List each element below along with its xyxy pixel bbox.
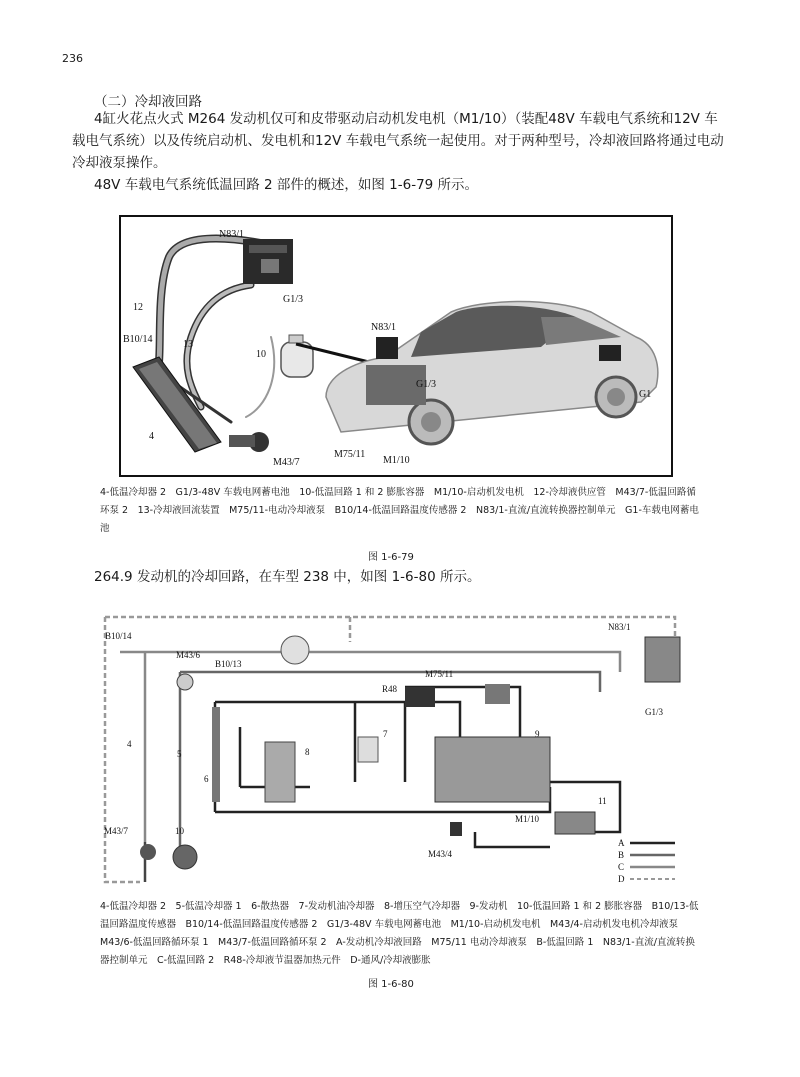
figure-1-6-79 [119, 215, 673, 477]
label-11: 11 [598, 796, 607, 806]
figure-1-6-79-drawing [121, 217, 670, 474]
tank-10 [173, 845, 197, 869]
section-heading: （二）冷却液回路 [94, 94, 202, 110]
label-b10-13: B10/13 [215, 659, 242, 669]
label-r48: R48 [382, 684, 398, 694]
pump-m43-4 [450, 822, 462, 836]
legend-c: C [618, 862, 625, 872]
expansion-tank [281, 335, 313, 377]
paragraph-intro: 4缸火花点火式 M264 发动机仅可和皮带驱动启动机发电机（M1/10）（装配48V 车载电气系统和12V 车载电气系统）以及传统启动机、发电机和12V 车载电气系统一起使用。对于两种型号，冷却液回路将通过电动冷却液泵操作。 [72, 111, 724, 171]
label-m43-7: M43/7 [273, 457, 300, 468]
figure-1-6-80 [100, 612, 682, 892]
label-9: 9 [535, 729, 540, 739]
label-car-g1-3: G1/3 [416, 379, 436, 390]
label-m43-4: M43/4 [428, 849, 453, 859]
paragraph-fig2-ref: 264.9 发动机的冷却回路，在车型 238 中，如图 1-6-80 所示。 [94, 569, 481, 585]
label-m75-11: M75/11 [425, 669, 454, 679]
label-12: 12 [133, 302, 143, 313]
label-m75-11: M75/11 [334, 449, 366, 460]
figure-1-6-79-label: 图 1-6-79 [368, 552, 414, 563]
label-g1-3: G1/3 [283, 294, 303, 305]
label-8: 8 [305, 747, 310, 757]
label-10: 10 [256, 349, 266, 360]
label-m1-10: M1/10 [383, 455, 410, 466]
label-n83-1: N83/1 [219, 229, 244, 240]
label-10: 10 [175, 826, 184, 836]
figure-1-6-80-drawing [100, 612, 682, 892]
circulation-pump-2 [229, 432, 269, 452]
label-m43-7: M43/7 [104, 826, 129, 836]
electric-pump-m75-11 [485, 684, 510, 704]
label-b10-14: B10/14 [105, 631, 132, 641]
label-5: 5 [177, 749, 182, 759]
label-g1: G1 [639, 389, 652, 400]
paragraph-fig1-ref: 48V 车载电气系统低温回路 2 部件的概述，如图 1-6-79 所示。 [94, 177, 479, 193]
label-6: 6 [204, 774, 209, 784]
figure-1-6-80-caption: 4-低温冷却器 2 5-低温冷却器 1 6-散热器 7-发动机油冷却器 8-增压空气冷却器 9-发动机 10-低温回路 1 和 2 膨胀容器 B10/13-低温回路温度传感器 B10/14-低温回路温度传感器 2 G1/3-48V 车载电网蓄电池 M1/10-启动机发电机 M43/4-启动机发电机冷却液泵 M43/6-低温回路循环泵 1 M43/7-低温回路循环泵 2 A-发动机冷却液回路 M75/11 电动冷却液泵 B-低温回路 1 N83/1-直流/直流转换器控制单元 C-低温回路 2 R48-冷却液节温器加热元件 D-通风/冷却液膨胀 [100, 901, 699, 966]
legend-a: A [618, 838, 625, 848]
label-4: 4 [127, 739, 132, 749]
pump-m43-7 [140, 844, 156, 860]
thermostat-r48 [405, 687, 435, 707]
radiator-6 [212, 707, 220, 802]
legend-b: B [618, 850, 625, 860]
dc-dc-converter-module [243, 239, 293, 284]
label-car-n83-1: N83/1 [371, 322, 396, 333]
label-b10-14: B10/14 [123, 334, 153, 345]
charge-air-cooler-8 [265, 742, 295, 802]
label-4: 4 [149, 431, 154, 442]
starter-generator-11 [555, 812, 595, 834]
figure-1-6-79-caption: 4-低温冷却器 2 G1/3-48V 车载电网蓄电池 10-低温回路 1 和 2 膨胀容器 M1/10-启动机发电机 12-冷却液供应管 M43/7-低温回路循环泵 2 13-冷却液回流装置 M75/11-电动冷却液泵 B10/14-低温回路温度传感器 2 N83/1-直流/直流转换器控制单元 G1-车载电网蓄电池 [100, 487, 699, 534]
legend [618, 838, 675, 884]
engine-9 [435, 737, 550, 802]
label-13: 13 [183, 339, 193, 350]
legend-d: D [618, 874, 625, 884]
figure-1-6-80-label: 图 1-6-80 [368, 979, 414, 990]
label-7: 7 [383, 729, 388, 739]
label-m43-6: M43/6 [176, 650, 201, 660]
pump-m43-6 [177, 674, 193, 690]
expansion-tank [281, 636, 309, 664]
page-number: 236 [62, 52, 83, 65]
label-n83-1: N83/1 [608, 622, 631, 632]
oil-cooler-7 [358, 737, 378, 762]
dc-dc-converter-n83-1 [645, 637, 680, 682]
label-g1-3: G1/3 [645, 707, 663, 717]
label-m1-10: M1/10 [515, 814, 540, 824]
